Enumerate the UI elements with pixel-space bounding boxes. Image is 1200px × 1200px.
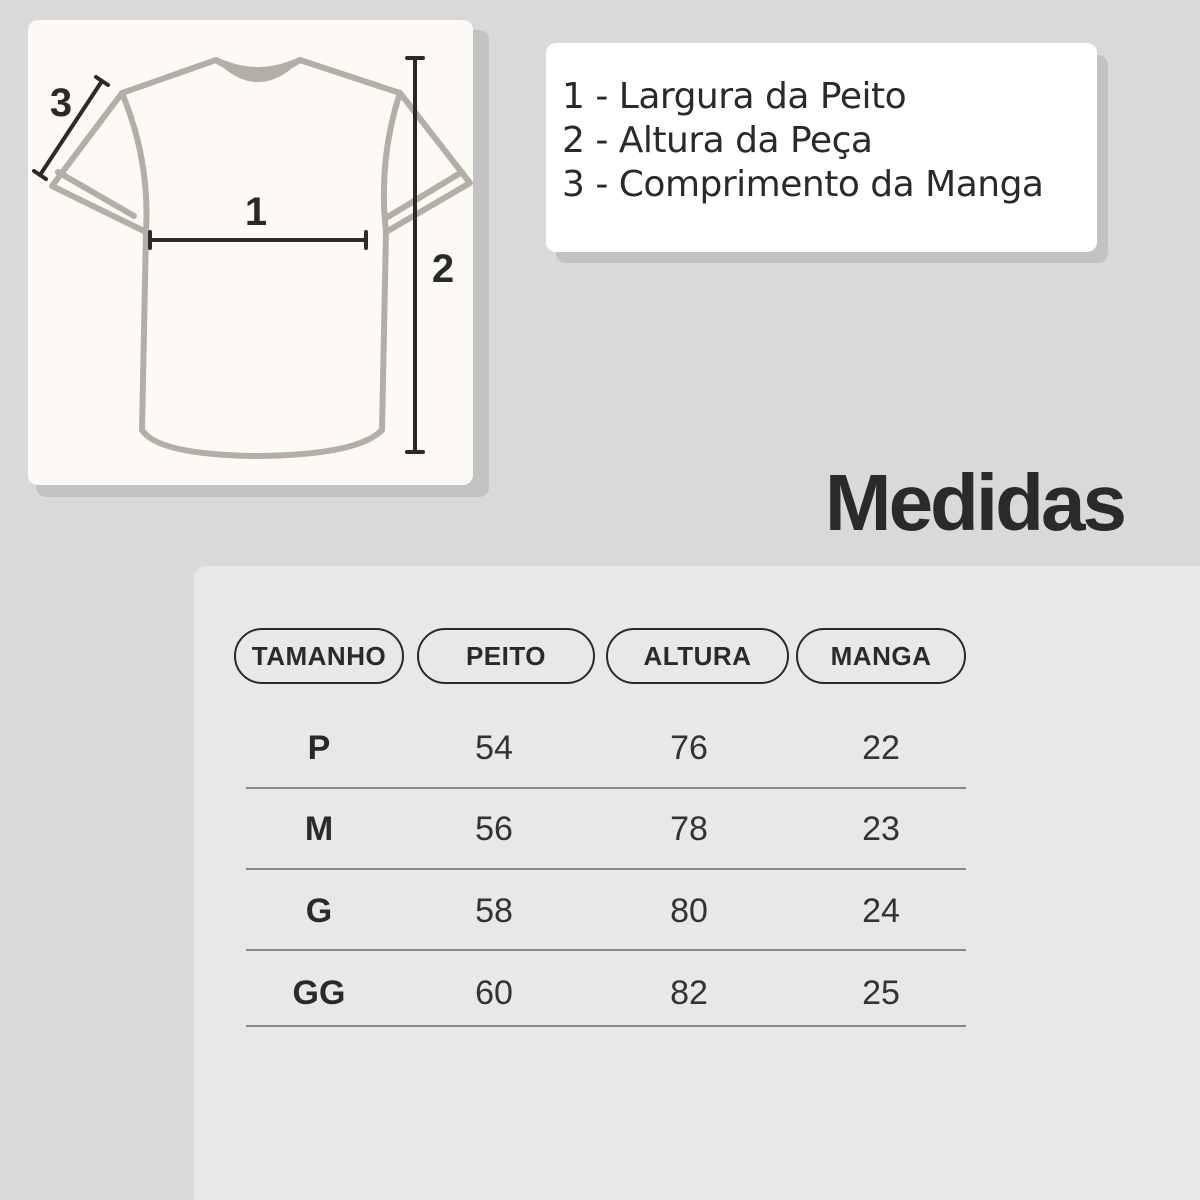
header-sleeve: MANGA [796,628,966,684]
chest-label: 1 [244,190,268,234]
height-cell: 80 [670,892,708,930]
page-title: Medidas [824,458,1124,547]
tshirt-diagram-card [28,20,473,485]
chest-cell: 60 [475,974,513,1012]
header-chest: PEITO [417,628,595,684]
legend-card [546,43,1097,252]
height-cell: 76 [670,729,708,767]
row-divider [246,1025,966,1027]
header-size: TAMANHO [234,628,404,684]
legend-line-chest: 1 - Largura da Peito [562,76,907,117]
row-divider [246,868,966,870]
row-divider [246,949,966,951]
height-cell: 82 [670,974,708,1012]
size-cell: G [305,892,333,930]
sleeve-label: 3 [49,81,73,125]
chest-cell: 56 [475,810,513,848]
sleeve-cell: 25 [862,974,900,1012]
tshirt-body-outline [49,60,470,456]
sleeve-cell: 23 [862,810,900,848]
size-cell: M [304,810,334,848]
table-row [246,871,966,951]
tshirt-diagram [28,20,473,485]
header-height: ALTURA [606,628,789,684]
size-cell: GG [292,974,346,1012]
height-label: 2 [431,247,455,291]
legend-line-height: 2 - Altura da Peça [562,120,873,161]
table-row [246,953,966,1033]
table-row [246,708,966,788]
sleeve-cell: 24 [862,892,900,930]
table-row [246,789,966,869]
legend-line-sleeve: 3 - Comprimento da Manga [562,164,1044,205]
size-cell: P [307,729,331,767]
height-cell: 78 [670,810,708,848]
chest-cell: 54 [475,729,513,767]
chest-cell: 58 [475,892,513,930]
sleeve-cell: 22 [862,729,900,767]
